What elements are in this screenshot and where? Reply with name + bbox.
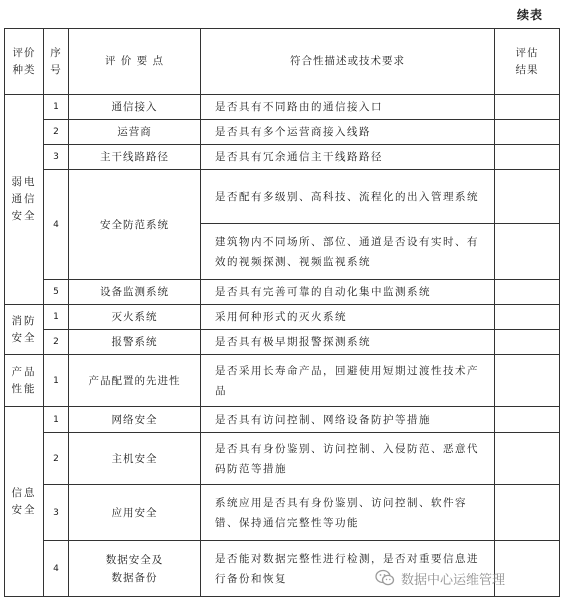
result-cell	[495, 485, 560, 541]
eval-point-cell: 主干线路路径	[69, 145, 201, 170]
table-row	[5, 433, 560, 485]
result-cell	[495, 224, 560, 280]
eval-point-cell: 网络安全	[69, 407, 201, 433]
result-cell	[495, 170, 560, 224]
category-cell: 弱电 通信 安全	[5, 95, 44, 305]
eval-point-cell: 报警系统	[69, 330, 201, 355]
continued-label: 续表	[516, 8, 543, 22]
result-cell	[495, 305, 560, 330]
eval-point-cell: 运营商	[69, 120, 201, 145]
evaluation-table	[4, 28, 560, 597]
number-cell: 4	[44, 170, 69, 280]
description-cell: 是否具有冗余通信主干线路路径	[201, 145, 495, 170]
number-cell: 2	[44, 330, 69, 355]
eval-point-cell: 主机安全	[69, 433, 201, 485]
table-header-row	[5, 29, 560, 95]
number-cell: 3	[44, 145, 69, 170]
result-cell	[495, 120, 560, 145]
number-cell: 2	[44, 120, 69, 145]
result-cell	[495, 355, 560, 407]
table-row	[5, 485, 560, 541]
header-description: 符合性描述或技术要求	[201, 29, 495, 95]
description-cell: 是否具有多个运营商接入线路	[201, 120, 495, 145]
watermark	[375, 568, 505, 588]
result-cell	[495, 433, 560, 485]
result-cell	[495, 407, 560, 433]
header-eval-point: 评 价 要 点	[69, 29, 201, 95]
category-cell: 信息 安全	[5, 407, 44, 597]
description-cell: 是否具有极早期报警探测系统	[201, 330, 495, 355]
number-cell: 1	[44, 95, 69, 120]
description-cell: 是否配有多级别、高科技、流程化的出入管理系统	[201, 170, 495, 224]
result-cell	[495, 95, 560, 120]
table-row	[5, 305, 560, 330]
eval-point-cell: 安全防范系统	[69, 170, 201, 280]
number-cell: 1	[44, 407, 69, 433]
eval-point-cell: 灭火系统	[69, 305, 201, 330]
category-cell: 消防 安全	[5, 305, 44, 355]
header-number: 序 号	[44, 29, 69, 95]
table-row	[5, 355, 560, 407]
description-cell: 采用何种形式的灭火系统	[201, 305, 495, 330]
description-cell: 是否具有身份鉴别、访问控制、入侵防范、恶意代码防范等措施	[201, 433, 495, 485]
eval-point-cell: 应用安全	[69, 485, 201, 541]
table-row	[5, 280, 560, 305]
table-row	[5, 120, 560, 145]
eval-point-cell: 产品配置的先进性	[69, 355, 201, 407]
number-cell: 2	[44, 433, 69, 485]
table-row	[5, 145, 560, 170]
number-cell: 4	[44, 541, 69, 597]
eval-point-cell: 通信接入	[69, 95, 201, 120]
table-row	[5, 330, 560, 355]
description-cell: 系统应用是否具有身份鉴别、访问控制、软件容错、保持通信完整性等功能	[201, 485, 495, 541]
number-cell: 1	[44, 355, 69, 407]
description-cell: 是否能对数据完整性进行检测，是否对重要信息进行备份和恢复	[201, 541, 495, 597]
table-row	[5, 95, 560, 120]
description-cell: 是否采用长寿命产品，回避使用短期过渡性技术产品	[201, 355, 495, 407]
header-result: 评估 结果	[495, 29, 560, 95]
watermark-text: 数据中心运维管理	[401, 572, 506, 588]
description-cell: 是否具有访问控制、网络设备防护等措施	[201, 407, 495, 433]
result-cell	[495, 280, 560, 305]
number-cell: 5	[44, 280, 69, 305]
description-cell: 建筑物内不同场所、部位、通道是否设有实时、有效的视频探测、视频监视系统	[201, 224, 495, 280]
number-cell: 3	[44, 485, 69, 541]
eval-point-cell: 设备监测系统	[69, 280, 201, 305]
table-row	[5, 407, 560, 433]
description-cell: 是否具有不同路由的通信接入口	[201, 95, 495, 120]
description-cell: 是否具有完善可靠的自动化集中监测系统	[201, 280, 495, 305]
number-cell: 1	[44, 305, 69, 330]
category-cell: 产品 性能	[5, 355, 44, 407]
header-category: 评价 种类	[5, 29, 44, 95]
table-row	[5, 170, 560, 224]
eval-point-cell: 数据安全及 数据备份	[69, 541, 201, 597]
result-cell	[495, 145, 560, 170]
wechat-icon	[375, 568, 395, 588]
result-cell	[495, 330, 560, 355]
